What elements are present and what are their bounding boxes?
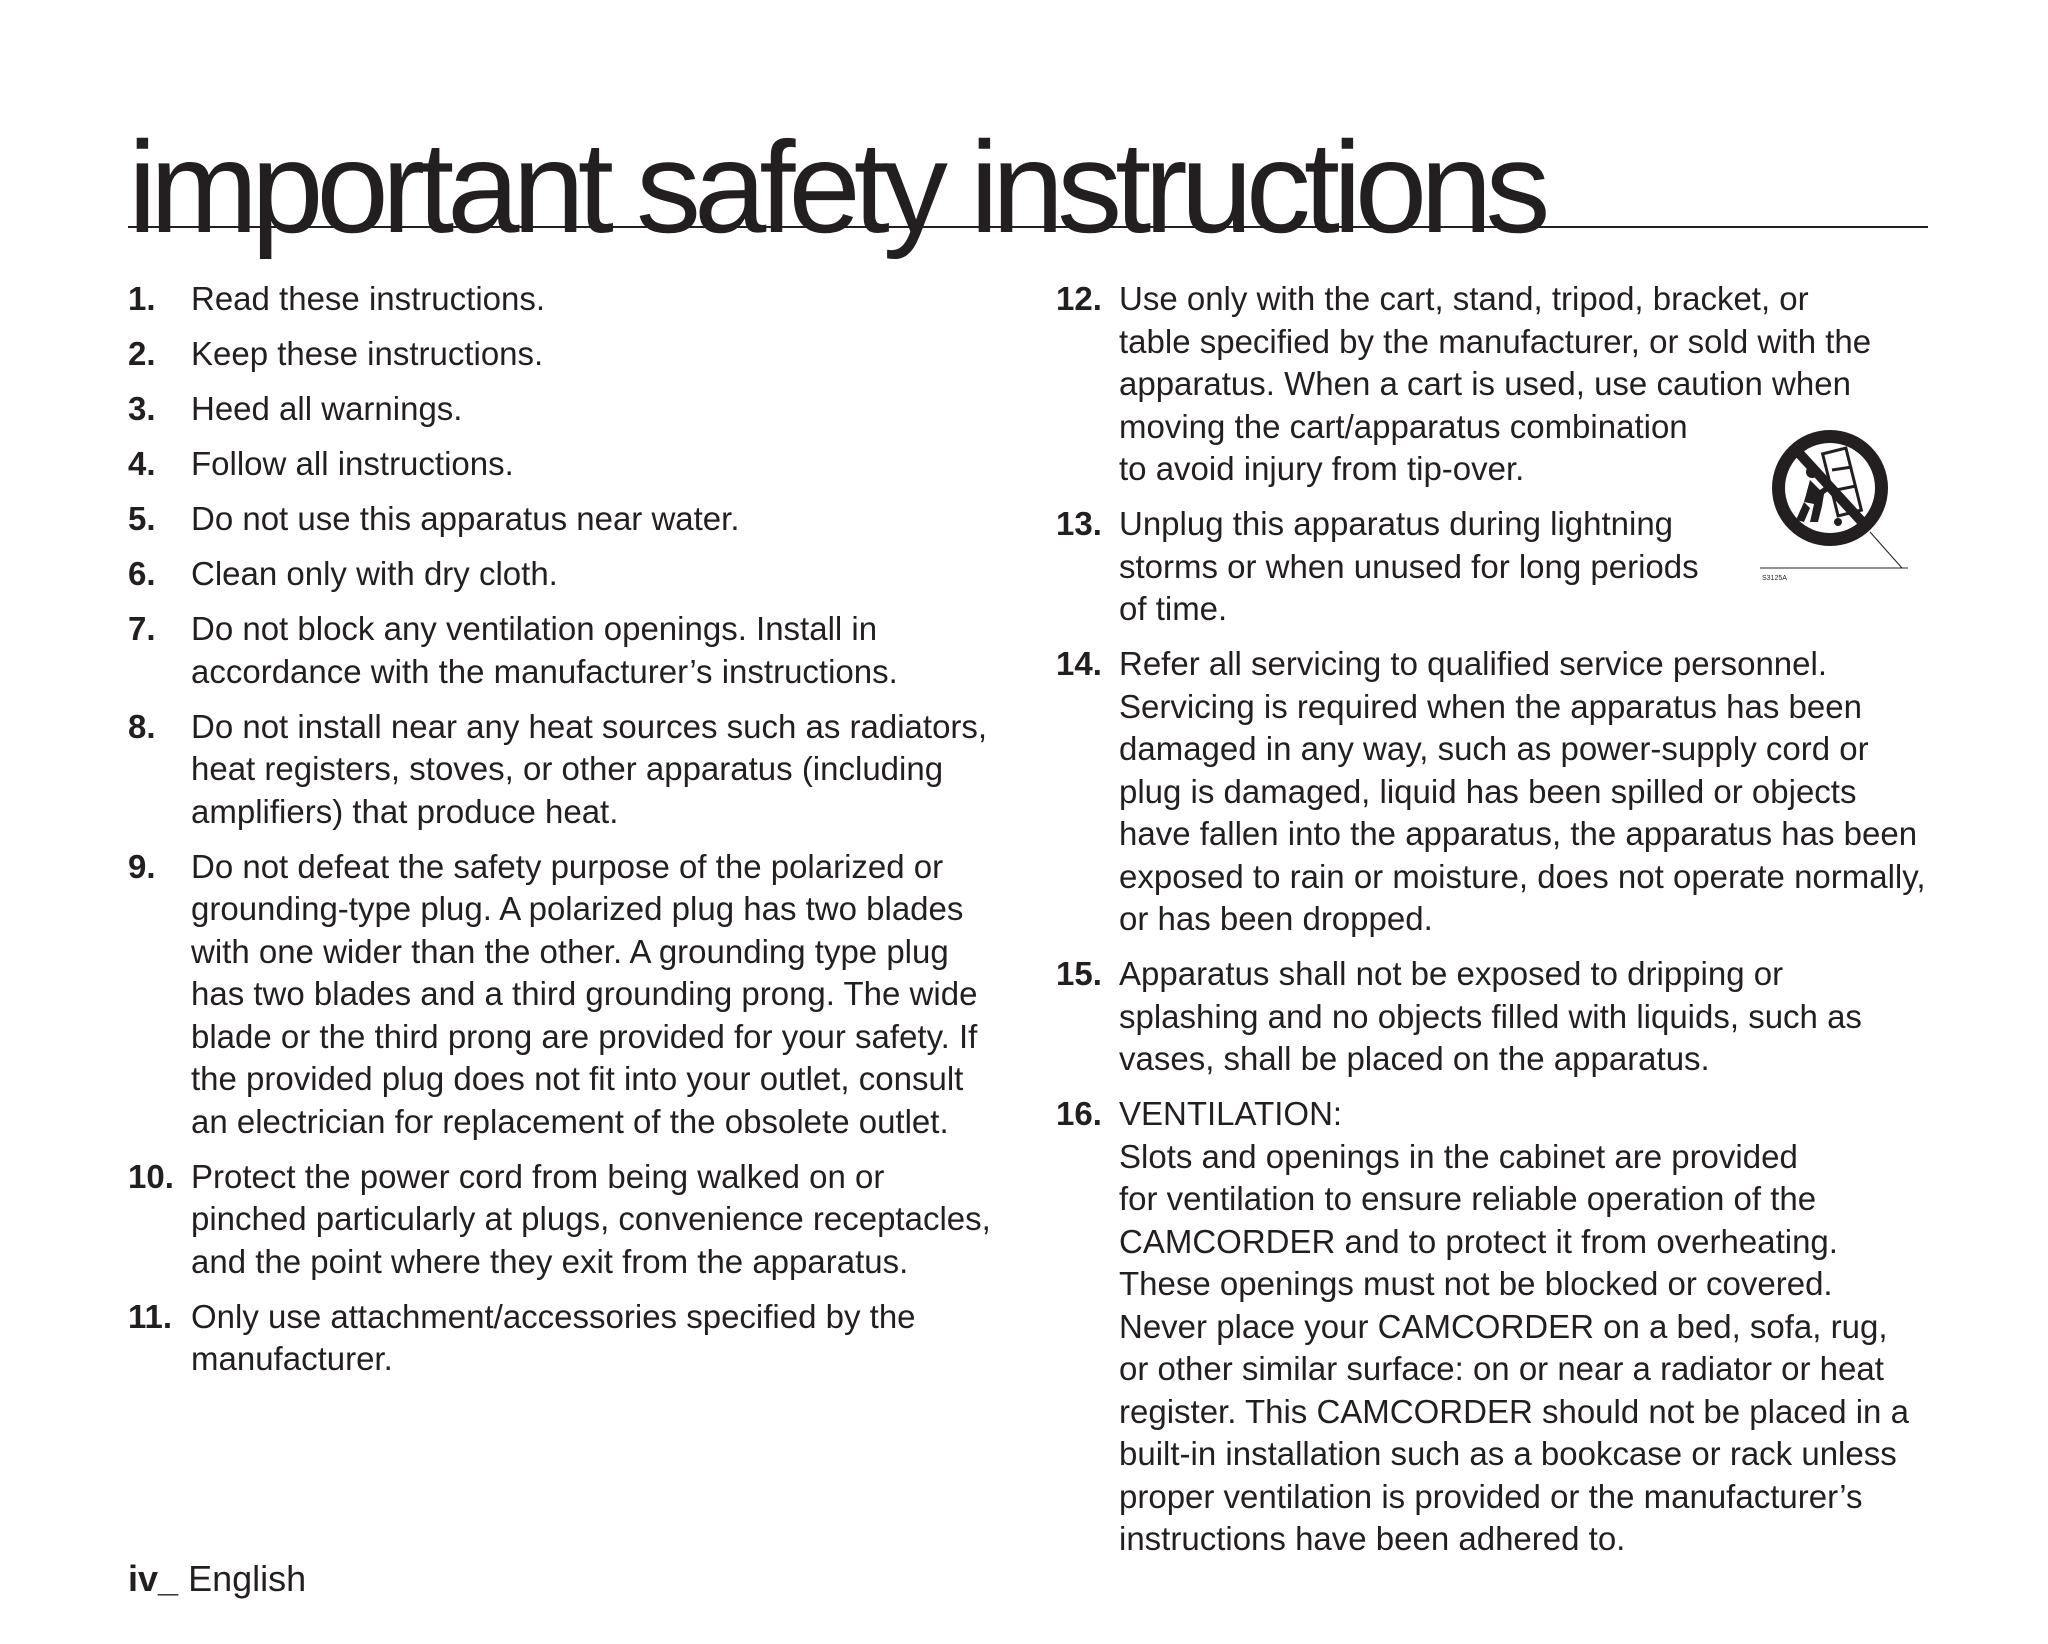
instruction-line: the provided plug does not fit into your outlet, consult bbox=[191, 1060, 964, 1097]
instructions-left-column bbox=[128, 278, 1008, 1393]
instruction-line: for ventilation to ensure reliable operation of the bbox=[1119, 1180, 1817, 1217]
instruction-text bbox=[191, 388, 1008, 431]
instruction-item bbox=[128, 443, 1008, 486]
instruction-line: heat registers, stoves, or other apparatus (including bbox=[191, 750, 944, 787]
instruction-line: pinched particularly at plugs, convenience receptacles, bbox=[191, 1200, 991, 1237]
instruction-number: 10. bbox=[128, 1157, 174, 1195]
instruction-number: 1. bbox=[128, 280, 156, 317]
instruction-line: Protect the power cord from being walked on or bbox=[191, 1157, 885, 1195]
instruction-line: Do not defeat the safety purpose of the polarized or bbox=[191, 847, 944, 885]
instruction-text bbox=[191, 846, 1008, 1144]
instruction-line: with one wider than the other. A grounding type plug bbox=[191, 932, 949, 970]
instruction-number: 16. bbox=[1056, 1095, 1102, 1132]
instruction-text bbox=[191, 706, 1008, 834]
instruction-number: 8. bbox=[128, 707, 156, 745]
instruction-text bbox=[191, 553, 1008, 596]
instruction-line: accordance with the manufacturer’s instructions. bbox=[191, 652, 898, 690]
instruction-text bbox=[191, 1156, 1008, 1284]
footer-page-number: iv_ bbox=[128, 1558, 179, 1599]
instruction-number: 7. bbox=[128, 610, 156, 647]
instruction-number: 14. bbox=[1056, 645, 1102, 682]
instruction-text bbox=[1119, 953, 1936, 1081]
instruction-number: 2. bbox=[128, 335, 156, 372]
footer-language: English bbox=[188, 1558, 307, 1599]
instruction-line: moving the cart/apparatus combination bbox=[1119, 407, 1688, 445]
instruction-line: and the point where they exit from the apparatus. bbox=[191, 1242, 909, 1280]
instruction-line: Never place your CAMCORDER on a bed, sofa, rug, bbox=[1119, 1307, 1888, 1345]
instruction-item bbox=[128, 1156, 1008, 1284]
instruction-item bbox=[128, 498, 1008, 541]
instruction-line: has two blades and a third grounding prong. The wide bbox=[191, 975, 978, 1012]
instruction-text bbox=[1119, 643, 1936, 941]
instruction-text bbox=[191, 278, 1008, 321]
instruction-line: Clean only with dry cloth. bbox=[191, 555, 558, 592]
instruction-line: table specified by the manufacturer, or sold with the bbox=[1119, 322, 1872, 360]
instruction-line: plug is damaged, liquid has been spilled or objects bbox=[1119, 772, 1857, 810]
instruction-number: 3. bbox=[128, 390, 156, 427]
footer-page-label bbox=[128, 1558, 306, 1600]
instruction-number: 13. bbox=[1056, 505, 1102, 542]
instruction-item bbox=[1056, 1093, 1936, 1561]
instruction-text bbox=[1119, 1093, 1936, 1561]
instruction-number: 11. bbox=[128, 1297, 173, 1335]
instruction-line: exposed to rain or moisture, does not operate normally, bbox=[1119, 857, 1926, 895]
instruction-line: of time. bbox=[1119, 590, 1228, 627]
instruction-line: Slots and openings in the cabinet are provided bbox=[1119, 1137, 1798, 1175]
instruction-line: have fallen into the apparatus, the apparatus has been bbox=[1119, 815, 1918, 852]
instruction-item bbox=[1056, 953, 1936, 1081]
instruction-line: VENTILATION: bbox=[1119, 1095, 1343, 1132]
instruction-text bbox=[191, 498, 1008, 541]
instruction-number: 15. bbox=[1056, 955, 1102, 992]
cart-tip-over-warning-icon bbox=[1752, 422, 1912, 582]
instruction-item bbox=[128, 278, 1008, 321]
cart-symbol-code: S3125A bbox=[1762, 575, 1787, 582]
instruction-line: manufacturer. bbox=[191, 1340, 393, 1377]
instruction-item bbox=[1056, 643, 1936, 941]
instruction-line: damaged in any way, such as power-supply cord or bbox=[1119, 730, 1869, 767]
instruction-line: Only use attachment/accessories specified by the bbox=[191, 1297, 916, 1335]
instruction-line: instructions have been adhered to. bbox=[1119, 1520, 1626, 1557]
instruction-line: Use only with the cart, stand, tripod, bracket, or bbox=[1119, 280, 1809, 317]
instruction-item bbox=[128, 1296, 1008, 1381]
instruction-line: CAMCORDER and to protect it from overheating. bbox=[1119, 1222, 1838, 1260]
instruction-line: an electrician for replacement of the obsolete outlet. bbox=[191, 1102, 949, 1140]
instruction-item bbox=[128, 333, 1008, 376]
instruction-line: Keep these instructions. bbox=[191, 335, 544, 372]
instruction-line: Do not use this apparatus near water. bbox=[191, 500, 740, 537]
instruction-text bbox=[191, 333, 1008, 376]
instruction-line: or other similar surface: on or near a radiator or heat bbox=[1119, 1350, 1884, 1387]
instruction-text bbox=[191, 443, 1008, 486]
instruction-line: splashing and no objects filled with liquids, such as bbox=[1119, 997, 1862, 1035]
instruction-line: Do not block any ventilation openings. Install in bbox=[191, 610, 878, 647]
instruction-number: 6. bbox=[128, 555, 156, 592]
instruction-line: grounding-type plug. A polarized plug has two blades bbox=[191, 890, 964, 927]
instruction-number: 12. bbox=[1056, 280, 1102, 317]
instruction-line: Do not install near any heat sources such as radiators, bbox=[191, 707, 988, 745]
instruction-number: 4. bbox=[128, 445, 156, 482]
instruction-line: Unplug this apparatus during lightning bbox=[1119, 505, 1674, 542]
instruction-line: proper ventilation is provided or the manufacturer’s bbox=[1119, 1477, 1863, 1515]
instruction-line: storms or when unused for long periods bbox=[1119, 547, 1699, 585]
instruction-line: blade or the third prong are provided for your safety. If bbox=[191, 1017, 978, 1055]
instruction-line: register. This CAMCORDER should not be placed in a bbox=[1119, 1392, 1909, 1430]
instruction-line: Servicing is required when the apparatus has been bbox=[1119, 687, 1862, 725]
instruction-line: apparatus. When a cart is used, use caution when bbox=[1119, 365, 1851, 402]
instruction-item bbox=[128, 608, 1008, 693]
instruction-line: Refer all servicing to qualified service personnel. bbox=[1119, 645, 1828, 682]
instruction-item bbox=[128, 846, 1008, 1144]
instruction-item bbox=[128, 388, 1008, 431]
instruction-line: Read these instructions. bbox=[191, 280, 546, 317]
title-rule bbox=[128, 226, 1928, 228]
instruction-item bbox=[128, 706, 1008, 834]
instruction-line: Heed all warnings. bbox=[191, 390, 463, 427]
instruction-text bbox=[191, 608, 1008, 693]
page-title: important safety instructions bbox=[128, 114, 1544, 260]
instruction-line: These openings must not be blocked or covered. bbox=[1119, 1265, 1833, 1302]
instruction-line: to avoid injury from tip-over. bbox=[1119, 450, 1525, 487]
instruction-item bbox=[128, 553, 1008, 596]
instruction-line: vases, shall be placed on the apparatus. bbox=[1119, 1040, 1710, 1077]
instruction-line: built-in installation such as a bookcase or rack unless bbox=[1119, 1435, 1897, 1472]
instruction-number: 9. bbox=[128, 847, 156, 885]
instruction-line: Follow all instructions. bbox=[191, 445, 514, 482]
instruction-text bbox=[191, 1296, 1008, 1381]
instruction-line: or has been dropped. bbox=[1119, 900, 1433, 937]
instruction-line: amplifiers) that produce heat. bbox=[191, 792, 619, 830]
instruction-line: Apparatus shall not be exposed to dripping or bbox=[1119, 955, 1784, 992]
instruction-number: 5. bbox=[128, 500, 156, 537]
